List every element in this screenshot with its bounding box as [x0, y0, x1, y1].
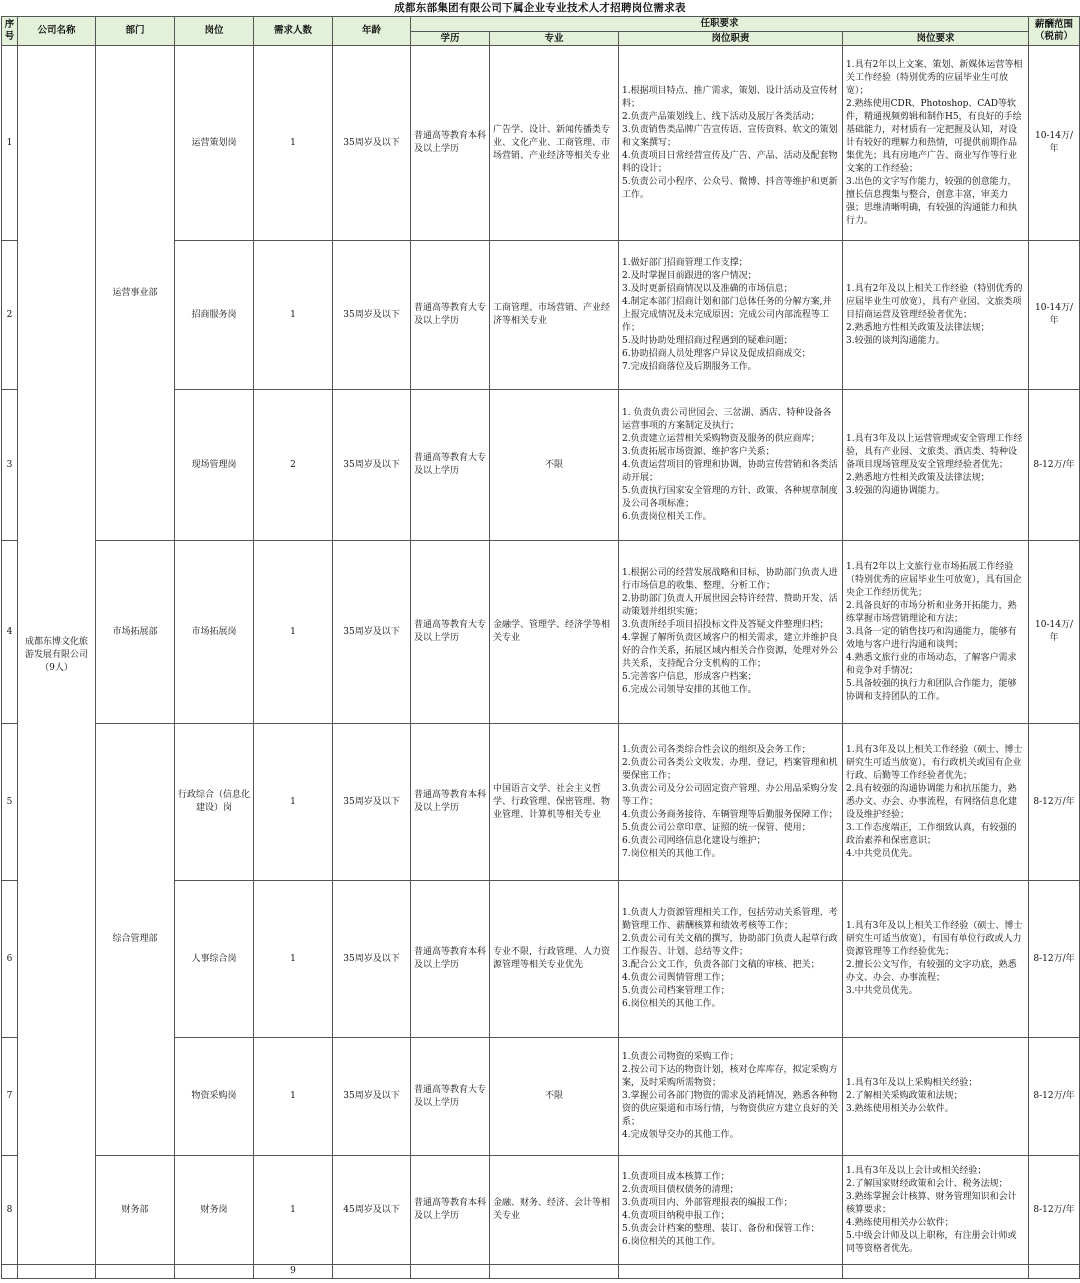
cell-post: 市场拓展岗 [175, 541, 254, 724]
list-line: 4.完成领导交办的其他工作。 [622, 1130, 739, 1140]
list-line: 4.中共党员优先。 [846, 848, 918, 859]
header-count: 需求人数 [254, 17, 333, 46]
cell-count: 1 [254, 724, 333, 881]
cell-count: 1 [254, 1038, 333, 1156]
cell-salary: 8-12万/年 [1029, 1156, 1080, 1265]
total-row [2, 1265, 1080, 1279]
header-req: 岗位要求 [843, 32, 1029, 46]
list-line: 1.具有3年及以上相关工作经验（硕士、博士研究生可适当放宽），有行政机关或国有企业行政、后勤等工作经验者优先； [846, 744, 1023, 781]
dept-admin: 综合管理部 [96, 724, 175, 1156]
list-line: 3.负责拓展市场资源、维护客户关系； [622, 446, 775, 457]
list-line: 2.协助部门负责人开展世园会特许经营、赞助开发、活动策划并组织实施； [622, 594, 838, 617]
list-line: 1.具有3年及以上采购相关经验； [846, 1078, 978, 1088]
list-line: 2.熟悉地方性相关政策及法律法规； [846, 322, 990, 333]
table-row [2, 1156, 1080, 1265]
header-requirements: 任职要求 [411, 17, 1029, 32]
total-cell-empty [2, 1265, 18, 1279]
list-line: 1.负责公司各类综合性会议的组织及会务工作； [622, 744, 811, 755]
cell-seq: 4 [2, 541, 18, 724]
list-line: 2.负责项目债权债务的清理； [622, 1185, 739, 1195]
list-line: 4.熟练使用相关办公软件； [846, 1217, 954, 1228]
dept-market: 市场拓展部 [96, 541, 175, 724]
cell-seq: 1 [2, 46, 18, 241]
list-line: 4.制定本部门招商计划和部门总体任务的分解方案,并上报完成情况及未完成原因；完成公司内部流程等工作； [622, 296, 832, 333]
list-line: 3.负责公司及分公司固定资产管理、办公用品采购分发等工作； [622, 783, 838, 807]
cell-major: 金融学、管理学、经济学等相关专业 [490, 541, 619, 724]
cell-edu: 普通高等教育本科及以上学历 [411, 881, 490, 1038]
list-line: 3.具备一定的销售技巧和沟通能力，能够有效地与客户进行沟通和谈判； [846, 626, 1017, 650]
list-line: 3.中共党员优先。 [846, 986, 918, 996]
cell-age: 35周岁及以下 [333, 724, 411, 881]
list-line: 3.负责销售类品牌广告宣传语、宣传资料、软文的策划和文案撰写； [622, 124, 838, 148]
list-line: 6.负责岗位相关工作。 [622, 511, 712, 522]
list-line: 6.岗位相关的其他工作。 [622, 999, 721, 1009]
list-line: 1.负责项目成本核算工作； [622, 1172, 730, 1182]
list-line: 2.擅长公文写作，有较强的文字功底，熟悉办文、办会、办事流程； [846, 960, 1017, 983]
cell-age: 35周岁及以下 [333, 541, 411, 724]
cell-salary: 8-12万/年 [1029, 881, 1080, 1038]
list-line: 2.具有较强的沟通协调能力和抗压能力，熟悉办文、办会、办事流程，有网络信息化建设及维护经验； [846, 783, 1018, 820]
list-line: 4.熟悉文旅行业的市场动态，了解客户需求和竞争对手情况； [846, 652, 1017, 676]
list-line: 3.工作态度端正，工作细致认真，有较强的政治素养和保密意识； [846, 822, 1017, 846]
list-line: 2.及时掌握目前跟进的客户情况； [622, 270, 757, 281]
list-line: 1.负责公司物资的采购工作； [622, 1052, 739, 1062]
header-seq: 序号 [2, 17, 18, 46]
cell-edu: 普通高等教育本科及以上学历 [411, 1156, 490, 1265]
cell-seq: 5 [2, 724, 18, 881]
list-line: 3.负责项目内、外部管理报表的编报工作； [622, 1198, 793, 1208]
cell-edu: 普通高等教育大专及以上学历 [411, 241, 490, 390]
cell-duty [619, 1038, 843, 1156]
list-line: 6.负责公司网络信息化建设与维护； [622, 835, 766, 846]
list-line: 6.协助招商人员处理客户异议及促成招商成交； [622, 348, 811, 359]
list-line: 2.负责公司各类公文收发、办理、登记，档案管理和机要保密工作； [622, 757, 838, 781]
list-line: 5.中级会计师及以上职称，有注册会计师或同等资格者优先。 [846, 1230, 1017, 1254]
cell-age: 35周岁及以下 [333, 881, 411, 1038]
cell-count: 1 [254, 541, 333, 724]
cell-count: 1 [254, 241, 333, 390]
cell-edu: 普通高等教育本科及以上学历 [411, 46, 490, 241]
list-line: 4.负责公务商务接待、车辆管理等后勤服务保障工作； [622, 809, 838, 820]
list-line: 4.负责项目纳税申报工作； [622, 1211, 730, 1221]
header-post: 岗位 [175, 17, 254, 46]
page-title: 成都东部集团有限公司下属企业专业技术人才招聘岗位需求表 [394, 2, 686, 14]
cell-post: 物资采购岗 [175, 1038, 254, 1156]
header-duty: 岗位职责 [619, 32, 843, 46]
header-age: 年龄 [333, 17, 411, 46]
cell-req [843, 390, 1029, 541]
cell-edu: 普通高等教育本科及以上学历 [411, 724, 490, 881]
list-line: 4.负责运营项目的管理和协调，协助宣传营销和各类活动开展； [622, 459, 838, 483]
cell-duty [619, 390, 843, 541]
list-line: 3.及时更新招商情况以及准确的市场信息； [622, 283, 793, 294]
list-line: 2.了解国家财经政策和会计、税务法规； [846, 1178, 1008, 1189]
cell-salary: 10-14万/年 [1029, 541, 1080, 724]
cell-post: 运营策划岗 [175, 46, 254, 241]
list-line: 4.负责公司舆情管理工作； [622, 973, 730, 983]
list-line: 5.完善客户信息，形成客户档案； [622, 672, 757, 682]
list-line: 1.根据项目特点、推广需求，策划、设计活动及宣传材料； [622, 85, 838, 109]
cell-seq: 3 [2, 390, 18, 541]
cell-age: 35周岁及以下 [333, 390, 411, 541]
list-line: 7.完成招商落位及后期服务工作。 [622, 361, 757, 372]
list-line: 5.具备较强的执行力和团队合作能力，能够协调和支持团队的工作。 [846, 678, 1017, 702]
table-row [2, 541, 1080, 724]
cell-req [843, 241, 1029, 390]
header-dept: 部门 [96, 17, 175, 46]
list-line: 1.具有2年及以上相关工作经验（特别优秀的应届毕业生可放宽），具有产业园、文旅类项目招商运营及管理经验者优先； [846, 283, 1023, 320]
cell-req [843, 541, 1029, 724]
list-line: 3.较强的谈判沟通能力。 [846, 335, 945, 346]
cell-major: 不限 [490, 390, 619, 541]
table-row [2, 724, 1080, 881]
list-line: 1.具有3年及以上相关工作经验（硕士、博士研究生可适当放宽），有国有单位行政或人力资源管理等工作经验优先； [846, 921, 1023, 957]
cell-seq: 7 [2, 1038, 18, 1156]
total-cell-empty [175, 1265, 254, 1279]
cell-major: 中国语言文学、社会主义哲学、行政管理、保密管理、物业管理、计算机等相关专业 [490, 724, 619, 881]
total-cell-empty [333, 1265, 411, 1279]
cell-age: 35周岁及以下 [333, 1038, 411, 1156]
cell-seq: 2 [2, 241, 18, 390]
total-count: 9 [254, 1265, 333, 1279]
list-line: 2.熟悉地方性相关政策及法律法规； [846, 472, 990, 483]
cell-duty [619, 46, 843, 241]
cell-count: 2 [254, 390, 333, 541]
cell-count: 1 [254, 46, 333, 241]
list-line: 2.了解相关采购政策和法规； [846, 1091, 963, 1101]
list-line: 3.出色的文字写作能力，较强的创意能力，擅长信息搜集与整合，创意丰富，审美力强；思维清晰明确，有较强的沟通能力和执行力。 [846, 176, 1018, 226]
list-line: 3.配合公文工作，负责各部门文稿的审核、把关； [622, 960, 820, 970]
cell-req [843, 724, 1029, 881]
cell-salary: 8-12万/年 [1029, 1038, 1080, 1156]
cell-post: 行政综合（信息化建设）岗 [175, 724, 254, 881]
list-line: 3.熟练掌握会计核算、财务管理知识和会计核算要求； [846, 1191, 1017, 1215]
header-row-1 [2, 17, 1080, 32]
list-line: 1.具有3年及以上运营管理或安全管理工作经验，具有产业园、文旅类、酒店类、特种设备项目现场管理及安全管理经验者优先； [846, 433, 1023, 470]
recruitment-table [1, 16, 1080, 1279]
cell-salary: 8-12万/年 [1029, 724, 1080, 881]
cell-req [843, 1038, 1029, 1156]
list-line: 1.具有2年以上文案、策划、新媒体运营等相关工作经验（特别优秀的应届毕业生可放宽）； [846, 59, 1023, 96]
dept-finance: 财务部 [96, 1156, 175, 1265]
cell-duty [619, 881, 843, 1038]
list-line: 5.负责公司档案管理工作； [622, 986, 730, 996]
header-edu: 学历 [411, 32, 490, 46]
list-line: 1.做好部门招商管理工作支撑； [622, 257, 748, 268]
list-line: 1.根据公司的经营发展战略和目标，协助部门负责人进行市场信息的收集、整理、分析工作； [622, 568, 838, 591]
cell-edu: 普通高等教育大专及以上学历 [411, 390, 490, 541]
list-line: 2.按公司下达的物资计划，核对仓库库存，拟定采购方案，及时采购所需物资； [622, 1065, 838, 1088]
list-line: 1.具有3年及以上会计或相关经验； [846, 1165, 987, 1176]
cell-duty [619, 724, 843, 881]
list-line: 2.负责产品策划线上、线下活动及展厅各类活动； [622, 111, 820, 122]
cell-duty [619, 1156, 843, 1265]
list-line: 7.岗位相关的其他工作。 [622, 848, 721, 859]
cell-major: 不限 [490, 1038, 619, 1156]
list-line: 5.负责公司公章印章、证照的统一保管、使用； [622, 822, 811, 833]
cell-post: 现场管理岗 [175, 390, 254, 541]
list-line: 1.负责人力资源管理相关工作，包括劳动关系管理、考勤管理工作、薪酬核算和绩效考核等工作； [622, 908, 838, 931]
cell-major: 专业不限，行政管理、人力资源管理等相关专业优先 [490, 881, 619, 1038]
list-line: 5.负责公司小程序、公众号、微博、抖音等维护和更新工作。 [622, 176, 838, 200]
recruitment-sheet [1, 0, 1079, 1279]
total-cell-empty [411, 1265, 490, 1279]
list-line: 2.负责公司有关文稿的撰写，协助部门负责人起草行政工作报告、计划、总结等文件； [622, 934, 838, 957]
list-line: 5.负责会计档案的整理、装订、备份和保管工作； [622, 1224, 820, 1234]
cell-post: 招商服务岗 [175, 241, 254, 390]
cell-salary: 10-14万/年 [1029, 46, 1080, 241]
cell-edu: 普通高等教育大专及以上学历 [411, 1038, 490, 1156]
cell-edu: 普通高等教育大专及以上学历 [411, 541, 490, 724]
cell-age: 45周岁及以下 [333, 1156, 411, 1265]
cell-count: 1 [254, 1156, 333, 1265]
cell-salary: 10-14万/年 [1029, 241, 1080, 390]
cell-post: 财务岗 [175, 1156, 254, 1265]
cell-salary: 8-12万/年 [1029, 390, 1080, 541]
cell-age: 35周岁及以下 [333, 241, 411, 390]
list-line: 6.完成公司领导安排的其他工作。 [622, 685, 757, 695]
list-line: 5.及时协助处理招商过程遇到的疑难问题； [622, 335, 793, 346]
cell-duty [619, 241, 843, 390]
total-cell-empty [18, 1265, 96, 1279]
header-salary: 薪酬范围（税前） [1029, 17, 1080, 46]
list-line: 5.负责执行国家安全管理的方针、政策、各种规章制度及公司各项标准； [622, 485, 838, 509]
list-line: 6.岗位相关的其他工作。 [622, 1237, 721, 1247]
cell-duty [619, 541, 843, 724]
list-line: 1.具有2年以上文旅行业市场拓展工作经验（特别优秀的应届毕业生可放宽），具有国企央企工作经历优先； [846, 561, 1022, 598]
list-line: 2.熟练使用CDR、Photoshop、CAD等软件，精通视频剪辑和制作H5，有良好的手绘基础能力，对材质有一定把握及认知，对设计有较好的理解力和热情，可提供前期作品集优先；具有房地产广告、商业写作等行业文案的工作经验； [846, 98, 1022, 174]
total-cell-empty [96, 1265, 175, 1279]
cell-post: 人事综合岗 [175, 881, 254, 1038]
cell-count: 1 [254, 881, 333, 1038]
list-line: 3.熟练使用相关办公软件。 [846, 1104, 954, 1114]
cell-req [843, 46, 1029, 241]
total-cell-empty [1029, 1265, 1080, 1279]
cell-seq: 6 [2, 881, 18, 1038]
list-line: 4.掌握了解所负责区域客户的相关需求，建立并维护良好的合作关系，拓展区域内相关合作资源，处理对外公共关系，支持配合分支机构的工作； [622, 633, 839, 669]
cell-req [843, 881, 1029, 1038]
total-cell-empty [619, 1265, 843, 1279]
header-company: 公司名称 [18, 17, 96, 46]
list-line: 1. 负责负责公司世园会、三岔湖、酒店、特种设备各运营事项的方案制定及执行； [622, 407, 832, 431]
list-line: 3.较强的沟通协调能力。 [846, 485, 945, 496]
cell-major: 工商管理、市场营销、产业经济等相关专业 [490, 241, 619, 390]
list-line: 2.具备良好的市场分析和业务开拓能力，熟练掌握市场营销理论和方法； [846, 600, 1017, 624]
table-row [2, 46, 1080, 241]
dept-operations: 运营事业部 [96, 46, 175, 541]
cell-seq: 8 [2, 1156, 18, 1265]
cell-major: 金融、财务、经济、会计等相关专业 [490, 1156, 619, 1265]
list-line: 2.负责建立运营相关采购物资及服务的供应商库； [622, 433, 820, 444]
company-name: 成都东博文化旅游发展有限公司（9人） [18, 46, 96, 1265]
total-cell-empty [490, 1265, 619, 1279]
header-major: 专业 [490, 32, 619, 46]
list-line: 3.掌握公司各部门物资的需求及消耗情况，熟悉各种物资的供应渠道和市场行情，与物资供应方建立良好的关系； [622, 1091, 839, 1127]
cell-req [843, 1156, 1029, 1265]
list-line: 4.负责项目日常经营宣传及广告、产品、活动及配套物料的设计； [622, 150, 838, 174]
total-cell-empty [843, 1265, 1029, 1279]
cell-age: 35周岁及以下 [333, 46, 411, 241]
list-line: 3.负责所经手项目招投标文件及答疑文件整理归档； [622, 620, 829, 630]
cell-major: 广告学、设计、新闻传播类专业、文化产业、工商管理、市场营销、产业经济等相关专业 [490, 46, 619, 241]
